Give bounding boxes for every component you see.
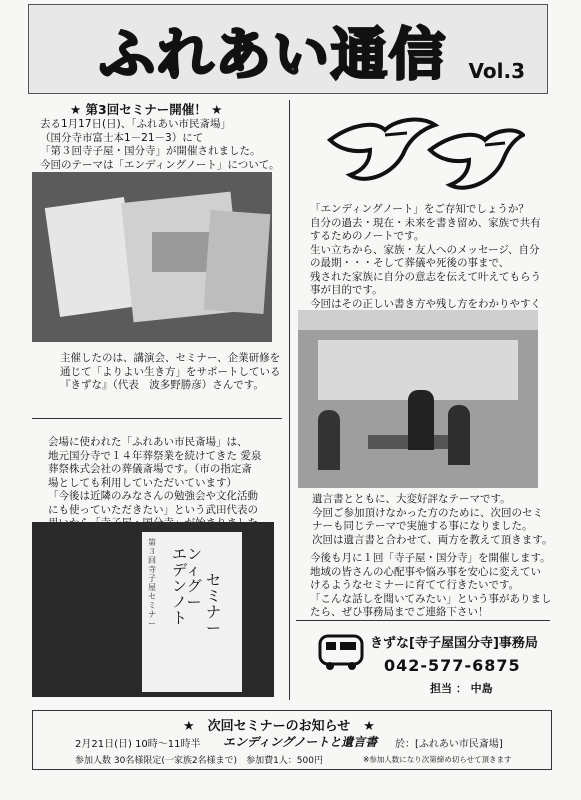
sign-side-text: 第３回 寺子屋セミナー [148, 538, 164, 628]
right-section-divider [296, 620, 550, 621]
seminar-room-photo [298, 310, 538, 488]
next-seminar-note: ※参加人数になり次第締め切らせて頂きます [363, 755, 512, 764]
sign-line-2: セミナー [206, 571, 222, 637]
newsletter-title: ふれあい通信 [99, 23, 447, 88]
organizer-text: 主催したのは、講演会、セミナー、企業研修を 通じて「よりよい生き方」をサポートしている 『きずな』（代表 波多野勝彦）さんです。 [60, 352, 281, 391]
column-divider [289, 100, 290, 700]
office-contact-person: 担当 ： 中島 [430, 682, 493, 695]
seminar-sign [142, 532, 242, 692]
seminar-sign-photo [32, 522, 274, 697]
theme-text: 遺言書とともに、大変好評なテーマです。 今回ご参加頂けなかった方のために、次回のセミ ナーも同じテーマで実施する事になりました。 次回は遺言書と合わせて、両方を教えて頂きます。 [312, 493, 553, 546]
next-seminar-topic: エンディングノートと遺言書 [223, 735, 378, 749]
venue-text: 会場に使われた「ふれあい市民斎場」は、 地元国分寺で１４年葬祭業を続けてきた 愛泉 葬祭株式会社の葬儀斎場です。（市の指定斎 場としても利用していただいています） 「今後は近隣のみなさんの勉強会や文化活動 にも使っていただきたい」という武田代表の [48, 436, 262, 516]
ending-note-text: 「エンディングノート」をご存知でしょうか？ 自分の過去・現在・未来を書き留め、家族で共有 するためのノートです。 生い立ちから、家族・友人へのメッセージ、自分 の最期・・・そして葬儀や死後の事まで、 残された家族に自分の意志を伝えて叶えてもらう 事が目的です。 今回はその正しい書き方や残し方をわかりやすく [310, 203, 541, 310]
brochures-photo [32, 172, 272, 342]
next-seminar-venue: 於：[ふれあい市民斎場] [395, 739, 503, 750]
next-seminar-title: ★ 次回セミナーのお知らせ ★ [183, 719, 375, 734]
sign-line-1: エンディングノート [172, 545, 203, 627]
seminar-heading: ★ 第3回セミナー開催！ ★ [70, 102, 223, 117]
office-phone: 042-577-6875 [384, 656, 521, 675]
next-seminar-date: 2月21日(日) 10時〜11時半 [75, 739, 201, 750]
office-name: きずな[寺子屋国分寺]事務局 [370, 636, 538, 651]
next-seminar-details: 参加人数 30名様限定(一家族2名様まで) 参加費1人：500円 [75, 756, 323, 766]
future-seminar-text: 今後も月に１回「寺子屋・国分寺」を開催します。 地域の皆さんの心配事や悩み事を安心に変えてい けるようなセミナーに育てて行きたいです。 「こんな話しを聞いてみたい」という事がありまし たら、ぜひ事務局までご連絡下さい！ [310, 552, 552, 618]
left-section-divider [32, 418, 282, 419]
bus-logo-icon [318, 632, 364, 672]
next-seminar-notice [32, 710, 552, 770]
volume-number: Vol.3 [468, 59, 525, 83]
seminar-intro-text: 去る1月17日(日)、「ふれあい市民斎場」 （国分寺市富士本1－21－3）にて 「第３回寺子屋・国分寺」が開催されました。 今回のテーマは「エンディングノート」について。 [40, 118, 280, 171]
masthead [28, 4, 548, 94]
dove-illustration-icon [325, 105, 525, 195]
